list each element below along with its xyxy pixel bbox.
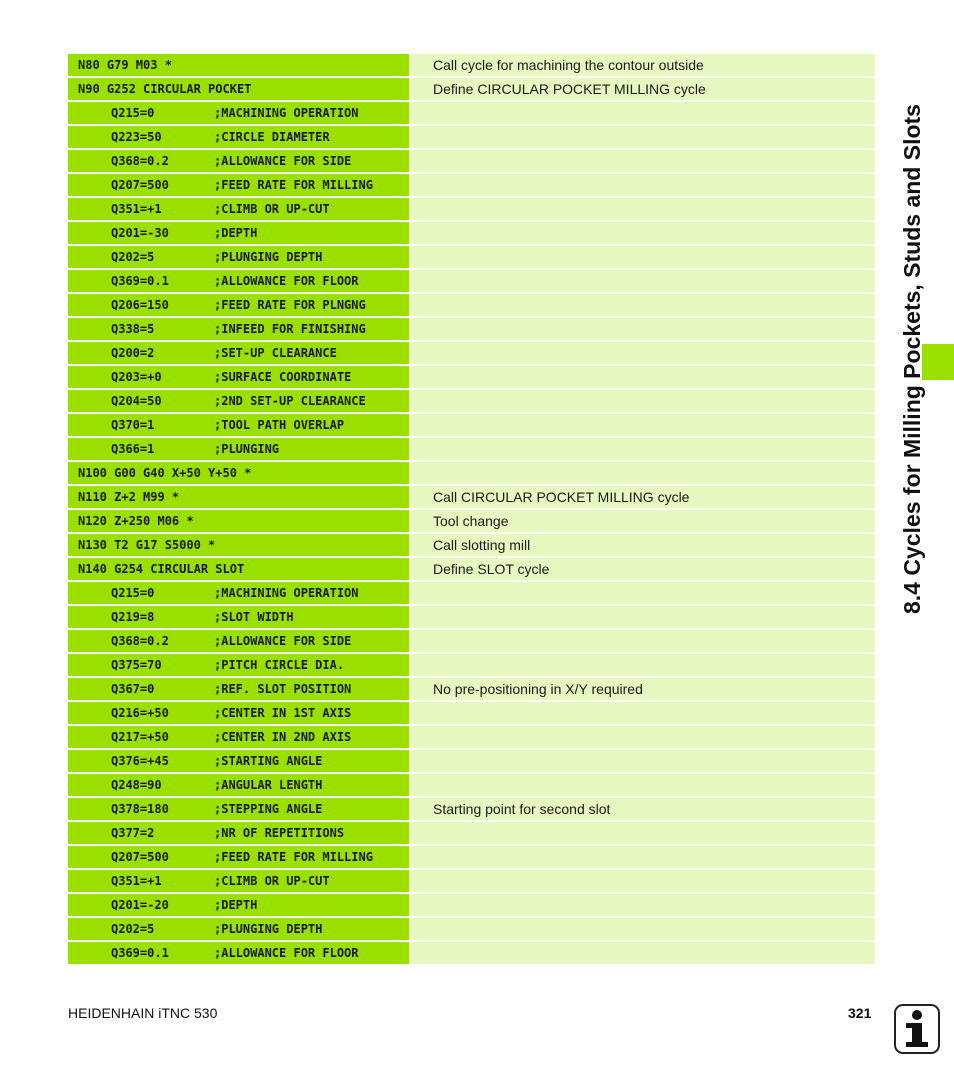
parameter-comment: ;DEPTH <box>214 226 258 240</box>
description-cell <box>411 366 875 388</box>
table-row <box>68 654 875 678</box>
description-cell: Call CIRCULAR POCKET MILLING cycle <box>411 486 875 508</box>
code-cell <box>68 582 409 604</box>
code-cell <box>68 510 409 532</box>
description-cell <box>411 438 875 460</box>
description-cell <box>411 246 875 268</box>
parameter-comment: ;TOOL PATH OVERLAP <box>214 418 345 432</box>
code-cell <box>68 342 409 364</box>
parameter-comment: ;CENTER IN 1ST AXIS <box>214 706 352 720</box>
parameter-comment: ;FEED RATE FOR MILLING <box>214 178 373 192</box>
cycle-parameter: Q203=+0 <box>111 370 162 384</box>
nc-block: N130 T2 G17 S5000 * <box>78 538 216 552</box>
cycle-parameter: Q376=+45 <box>111 754 169 768</box>
description-cell <box>411 102 875 124</box>
cycle-parameter: Q201=-20 <box>111 898 169 912</box>
parameter-comment: ;CIRCLE DIAMETER <box>214 130 330 144</box>
table-row <box>68 630 875 654</box>
parameter-comment: ;CENTER IN 2ND AXIS <box>214 730 352 744</box>
code-cell <box>68 534 409 556</box>
nc-block: N80 G79 M03 * <box>78 58 172 72</box>
code-cell <box>68 726 409 748</box>
table-row <box>68 822 875 846</box>
description-cell <box>411 126 875 148</box>
code-cell <box>68 294 409 316</box>
cycle-parameter: Q215=0 <box>111 106 155 120</box>
description-cell <box>411 726 875 748</box>
description-cell: No pre-positioning in X/Y required <box>411 678 875 700</box>
cycle-parameter: Q217=+50 <box>111 730 169 744</box>
description-cell <box>411 318 875 340</box>
code-cell <box>68 654 409 676</box>
description-cell <box>411 942 875 964</box>
table-row <box>68 246 875 270</box>
footer-product: HEIDENHAIN iTNC 530 <box>68 1005 218 1021</box>
code-cell <box>68 414 409 436</box>
table-row <box>68 126 875 150</box>
code-cell <box>68 774 409 796</box>
cycle-parameter: Q201=-30 <box>111 226 169 240</box>
code-cell <box>68 462 409 484</box>
table-row <box>68 198 875 222</box>
cycle-parameter: Q351=+1 <box>111 202 162 216</box>
table-row <box>68 462 875 486</box>
parameter-comment: ;ALLOWANCE FOR FLOOR <box>214 946 359 960</box>
table-row <box>68 774 875 798</box>
parameter-comment: ;STARTING ANGLE <box>214 754 323 768</box>
description-cell <box>411 870 875 892</box>
description-cell <box>411 414 875 436</box>
table-row <box>68 918 875 942</box>
parameter-comment: ;SET-UP CLEARANCE <box>214 346 337 360</box>
table-row <box>68 510 875 534</box>
description-cell <box>411 846 875 868</box>
code-cell <box>68 78 409 100</box>
code-cell <box>68 918 409 940</box>
code-cell <box>68 102 409 124</box>
cycle-parameter: Q202=5 <box>111 250 155 264</box>
cycle-parameter: Q377=2 <box>111 826 155 840</box>
code-cell <box>68 438 409 460</box>
code-cell <box>68 870 409 892</box>
cycle-parameter: Q338=5 <box>111 322 155 336</box>
description-cell <box>411 222 875 244</box>
table-row <box>68 102 875 126</box>
description-cell <box>411 582 875 604</box>
description-cell: Define CIRCULAR POCKET MILLING cycle <box>411 78 875 100</box>
table-row <box>68 438 875 462</box>
table-row <box>68 702 875 726</box>
parameter-comment: ;FEED RATE FOR MILLING <box>214 850 373 864</box>
table-row <box>68 390 875 414</box>
code-cell <box>68 486 409 508</box>
table-row <box>68 678 875 702</box>
cycle-parameter: Q366=1 <box>111 442 155 456</box>
nc-block: N90 G252 CIRCULAR POCKET <box>78 82 252 96</box>
parameter-comment: ;MACHINING OPERATION <box>214 586 359 600</box>
parameter-comment: ;REF. SLOT POSITION <box>214 682 352 696</box>
table-row <box>68 798 875 822</box>
code-cell <box>68 366 409 388</box>
cycle-parameter: Q375=70 <box>111 658 162 672</box>
table-row <box>68 870 875 894</box>
table-row <box>68 606 875 630</box>
table-row <box>68 534 875 558</box>
description-cell <box>411 174 875 196</box>
description-cell: Tool change <box>411 510 875 532</box>
description-cell <box>411 654 875 676</box>
cycle-parameter: Q370=1 <box>111 418 155 432</box>
table-row <box>68 150 875 174</box>
cycle-parameter: Q215=0 <box>111 586 155 600</box>
parameter-comment: ;CLIMB OR UP-CUT <box>214 874 330 888</box>
nc-block: N140 G254 CIRCULAR SLOT <box>78 562 245 576</box>
table-row <box>68 318 875 342</box>
description-cell <box>411 390 875 412</box>
description-cell <box>411 294 875 316</box>
code-cell <box>68 390 409 412</box>
cycle-parameter: Q369=0.1 <box>111 274 169 288</box>
code-cell <box>68 270 409 292</box>
parameter-comment: ;ALLOWANCE FOR SIDE <box>214 154 352 168</box>
parameter-comment: ;ANGULAR LENGTH <box>214 778 323 792</box>
table-row <box>68 486 875 510</box>
table-row <box>68 222 875 246</box>
table-row <box>68 342 875 366</box>
parameter-comment: ;SLOT WIDTH <box>214 610 294 624</box>
info-icon <box>894 1004 940 1054</box>
cycle-parameter: Q219=8 <box>111 610 155 624</box>
table-row <box>68 558 875 582</box>
table-row <box>68 174 875 198</box>
table-row <box>68 726 875 750</box>
description-cell <box>411 150 875 172</box>
code-cell <box>68 150 409 172</box>
cycle-parameter: Q367=0 <box>111 682 155 696</box>
table-row <box>68 414 875 438</box>
description-cell: Starting point for second slot <box>411 798 875 820</box>
program-table <box>68 54 875 966</box>
nc-block: N110 Z+2 M99 * <box>78 490 180 504</box>
cycle-parameter: Q368=0.2 <box>111 154 169 168</box>
parameter-comment: ;PLUNGING DEPTH <box>214 250 323 264</box>
parameter-comment: ;ALLOWANCE FOR FLOOR <box>214 274 359 288</box>
parameter-comment: ;DEPTH <box>214 898 258 912</box>
code-cell <box>68 318 409 340</box>
parameter-comment: ;PLUNGING DEPTH <box>214 922 323 936</box>
code-cell <box>68 198 409 220</box>
cycle-parameter: Q207=500 <box>111 178 169 192</box>
parameter-comment: ;FEED RATE FOR PLNGNG <box>214 298 366 312</box>
code-cell <box>68 558 409 580</box>
description-cell <box>411 606 875 628</box>
code-cell <box>68 822 409 844</box>
description-cell: Call cycle for machining the contour outside <box>411 54 875 76</box>
table-row <box>68 750 875 774</box>
description-cell: Define SLOT cycle <box>411 558 875 580</box>
table-row <box>68 366 875 390</box>
description-cell <box>411 822 875 844</box>
code-cell <box>68 846 409 868</box>
cycle-parameter: Q368=0.2 <box>111 634 169 648</box>
cycle-parameter: Q216=+50 <box>111 706 169 720</box>
parameter-comment: ;ALLOWANCE FOR SIDE <box>214 634 352 648</box>
chapter-side-title: 8.4 Cycles for Milling Pockets, Studs and Slots <box>899 104 925 614</box>
cycle-parameter: Q248=90 <box>111 778 162 792</box>
table-row <box>68 270 875 294</box>
code-cell <box>68 702 409 724</box>
parameter-comment: ;NR OF REPETITIONS <box>214 826 345 840</box>
cycle-parameter: Q207=500 <box>111 850 169 864</box>
table-row <box>68 846 875 870</box>
description-cell <box>411 270 875 292</box>
description-cell <box>411 462 875 484</box>
table-row <box>68 294 875 318</box>
page-number: 321 <box>848 1005 872 1021</box>
cycle-parameter: Q378=180 <box>111 802 169 816</box>
code-cell <box>68 678 409 700</box>
code-cell <box>68 798 409 820</box>
description-cell <box>411 918 875 940</box>
table-row <box>68 54 875 78</box>
table-row <box>68 942 875 966</box>
cycle-parameter: Q369=0.1 <box>111 946 169 960</box>
parameter-comment: ;INFEED FOR FINISHING <box>214 322 366 336</box>
description-cell <box>411 342 875 364</box>
parameter-comment: ;PITCH CIRCLE DIA. <box>214 658 345 672</box>
cycle-parameter: Q200=2 <box>111 346 155 360</box>
code-cell <box>68 222 409 244</box>
chapter-tab-marker <box>922 344 954 380</box>
cycle-parameter: Q206=150 <box>111 298 169 312</box>
cycle-parameter: Q204=50 <box>111 394 162 408</box>
description-cell: Call slotting mill <box>411 534 875 556</box>
code-cell <box>68 942 409 964</box>
table-row <box>68 78 875 102</box>
info-glyph <box>896 1006 938 1052</box>
code-cell <box>68 894 409 916</box>
code-cell <box>68 606 409 628</box>
table-row <box>68 894 875 918</box>
cycle-parameter: Q351=+1 <box>111 874 162 888</box>
code-cell <box>68 54 409 76</box>
description-cell <box>411 750 875 772</box>
parameter-comment: ;CLIMB OR UP-CUT <box>214 202 330 216</box>
cycle-parameter: Q202=5 <box>111 922 155 936</box>
nc-block: N100 G00 G40 X+50 Y+50 * <box>78 466 252 480</box>
code-cell <box>68 750 409 772</box>
description-cell <box>411 198 875 220</box>
code-cell <box>68 174 409 196</box>
code-cell <box>68 246 409 268</box>
description-cell <box>411 774 875 796</box>
parameter-comment: ;PLUNGING <box>214 442 280 456</box>
code-cell <box>68 630 409 652</box>
parameter-comment: ;2ND SET-UP CLEARANCE <box>214 394 366 408</box>
description-cell <box>411 702 875 724</box>
description-cell <box>411 630 875 652</box>
description-cell <box>411 894 875 916</box>
nc-block: N120 Z+250 M06 * <box>78 514 194 528</box>
cycle-parameter: Q223=50 <box>111 130 162 144</box>
code-cell <box>68 126 409 148</box>
parameter-comment: ;STEPPING ANGLE <box>214 802 323 816</box>
parameter-comment: ;MACHINING OPERATION <box>214 106 359 120</box>
parameter-comment: ;SURFACE COORDINATE <box>214 370 352 384</box>
table-row <box>68 582 875 606</box>
